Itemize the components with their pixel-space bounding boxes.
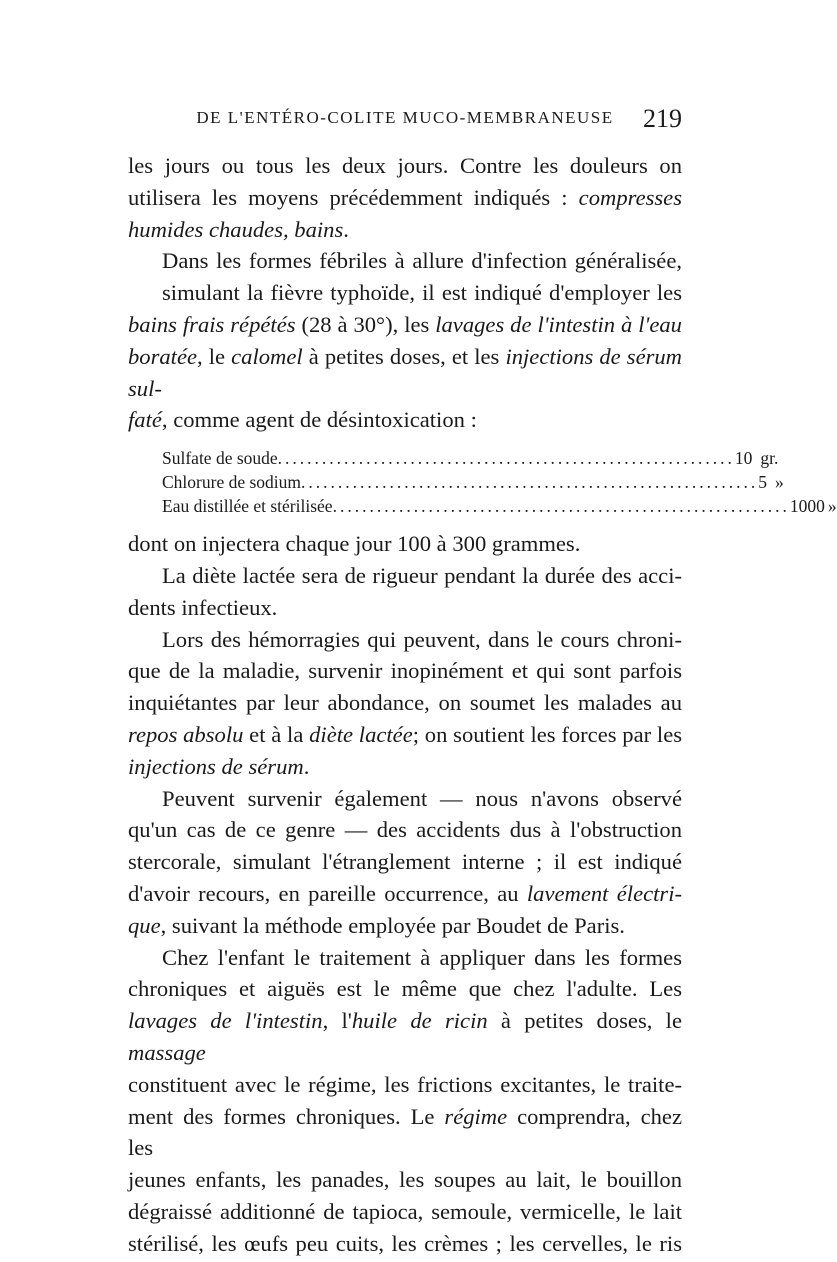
text-line: stérilisé, les œufs peu cuits, les crèmes ; les cervelles, le ris	[128, 1230, 682, 1256]
recipe-table	[162, 446, 837, 518]
text-line: boratée, le calomel à petites doses, et les injections de sérum sul-	[128, 343, 682, 401]
italic-term: massage	[128, 1039, 206, 1065]
text-line: jeunes enfants, les panades, les soupes au lait, le bouillon	[128, 1167, 682, 1193]
text-line: inquiétantes par leur abondance, on soumet les malades au	[128, 690, 682, 716]
recipe-row	[162, 494, 837, 518]
text-line: humides chaudes, bains.	[128, 216, 349, 242]
italic-term: calomel	[231, 343, 303, 369]
italic-term: repos absolu	[128, 721, 244, 747]
ingredient-quantity: 1000	[789, 496, 825, 517]
italic-term: régime	[444, 1103, 508, 1129]
text-line: simulant la fièvre typhoïde, il est indiqué d'employer les	[162, 280, 682, 306]
leader-dots: ..............................................................	[277, 448, 735, 469]
text-line: lavages de l'intestin, l'huile de ricin à petites doses, le massage	[128, 1008, 682, 1065]
italic-term: huile de ricin	[351, 1008, 488, 1034]
ingredient-name: Chlorure de sodium	[162, 472, 302, 493]
italic-term: bains frais répétés	[128, 311, 296, 337]
text-line: stercorale, simulant l'étranglement interne ; il est indiqué	[128, 849, 682, 875]
paragraph-7	[128, 942, 682, 1260]
page-body	[128, 150, 837, 1260]
text-line: bains frais répétés (28 à 30°), les lavages de l'intestin à l'eau	[128, 311, 682, 337]
paragraph-2	[128, 245, 682, 436]
text-line: constituent avec le régime, les frictions excitantes, le traite-	[128, 1071, 682, 1097]
paragraph-5	[128, 624, 682, 783]
italic-term: faté	[128, 407, 162, 433]
leader-dots: ..............................................................	[332, 496, 790, 517]
text-line: chroniques et aiguës est le même que chez l'adulte. Les	[128, 976, 682, 1002]
text-line: La diète lactée sera de rigueur pendant la durée des acci-	[162, 562, 682, 588]
ingredient-name: Sulfate de soude	[162, 448, 278, 469]
paragraph-6	[128, 783, 682, 942]
ingredient-unit: »	[775, 472, 784, 493]
text-line: d'avoir recours, en pareille occurrence, au lavement électri-	[128, 880, 682, 906]
leader-dots: ..............................................................	[301, 472, 759, 493]
paragraph-3	[128, 528, 682, 560]
italic-term: injections de sérum	[128, 753, 304, 779]
text-line: que de la maladie, survenir inopinément et qui sont parfois	[128, 658, 682, 684]
italic-term: lavages de l'intestin	[128, 1008, 323, 1034]
text-line: ment des formes chroniques. Le régime comprendra, chez les	[128, 1103, 682, 1161]
text-line: injections de sérum.	[128, 753, 310, 779]
running-title: DE L'ENTÉRO-COLITE MUCO-MEMBRANEUSE	[196, 108, 614, 127]
italic-term: diète lactée	[309, 721, 413, 747]
italic-term: lavement électri-	[526, 880, 682, 906]
recipe-row	[162, 446, 779, 470]
text-line: qu'un cas de ce genre — des accidents dus à l'obstruction	[128, 817, 682, 843]
italic-term: compresses	[578, 184, 682, 210]
text-line: dents infectieux.	[128, 594, 278, 620]
paragraph-4	[128, 560, 682, 624]
recipe-row	[162, 470, 784, 494]
text-line: dont on injectera chaque jour 100 à 300 grammes.	[128, 531, 581, 557]
text-line: que, suivant la méthode employée par Boudet de Paris.	[128, 912, 625, 938]
italic-term: humides chaudes, bains	[128, 216, 344, 242]
italic-term: injections de sérum sul-	[128, 343, 682, 401]
paragraph-1	[128, 150, 682, 245]
italic-term: boratée	[128, 343, 198, 369]
ingredient-unit: gr.	[760, 448, 779, 469]
page-header	[128, 104, 682, 142]
ingredient-quantity: 5	[758, 472, 768, 493]
text-line: utilisera les moyens précédemment indiqués : compresses	[128, 184, 682, 210]
text-line: Dans les formes fébriles à allure d'infection généralisée,	[162, 248, 682, 274]
page-number: 219	[643, 104, 682, 133]
text-line: dégraissé additionné de tapioca, semoule, vermicelle, le lait	[128, 1198, 682, 1224]
text-line: repos absolu et à la diète lactée; on soutient les forces par les	[128, 721, 683, 747]
text-line: Lors des hémorragies qui peuvent, dans le cours chroni-	[162, 626, 682, 652]
ingredient-unit: »	[827, 496, 837, 517]
ingredient-quantity: 10	[734, 448, 753, 469]
text-line: faté, comme agent de désintoxication :	[128, 407, 477, 433]
italic-term: que	[128, 912, 161, 938]
ingredient-name: Eau distillée et stérilisée	[162, 496, 333, 517]
italic-term: lavages de l'intestin à l'eau	[435, 311, 682, 337]
text-line: les jours ou tous les deux jours. Contre les douleurs on	[128, 153, 682, 178]
text-line: Peuvent survenir également — nous n'avons observé	[162, 785, 682, 811]
text-line: Chez l'enfant le traitement à appliquer dans les formes	[162, 944, 682, 970]
